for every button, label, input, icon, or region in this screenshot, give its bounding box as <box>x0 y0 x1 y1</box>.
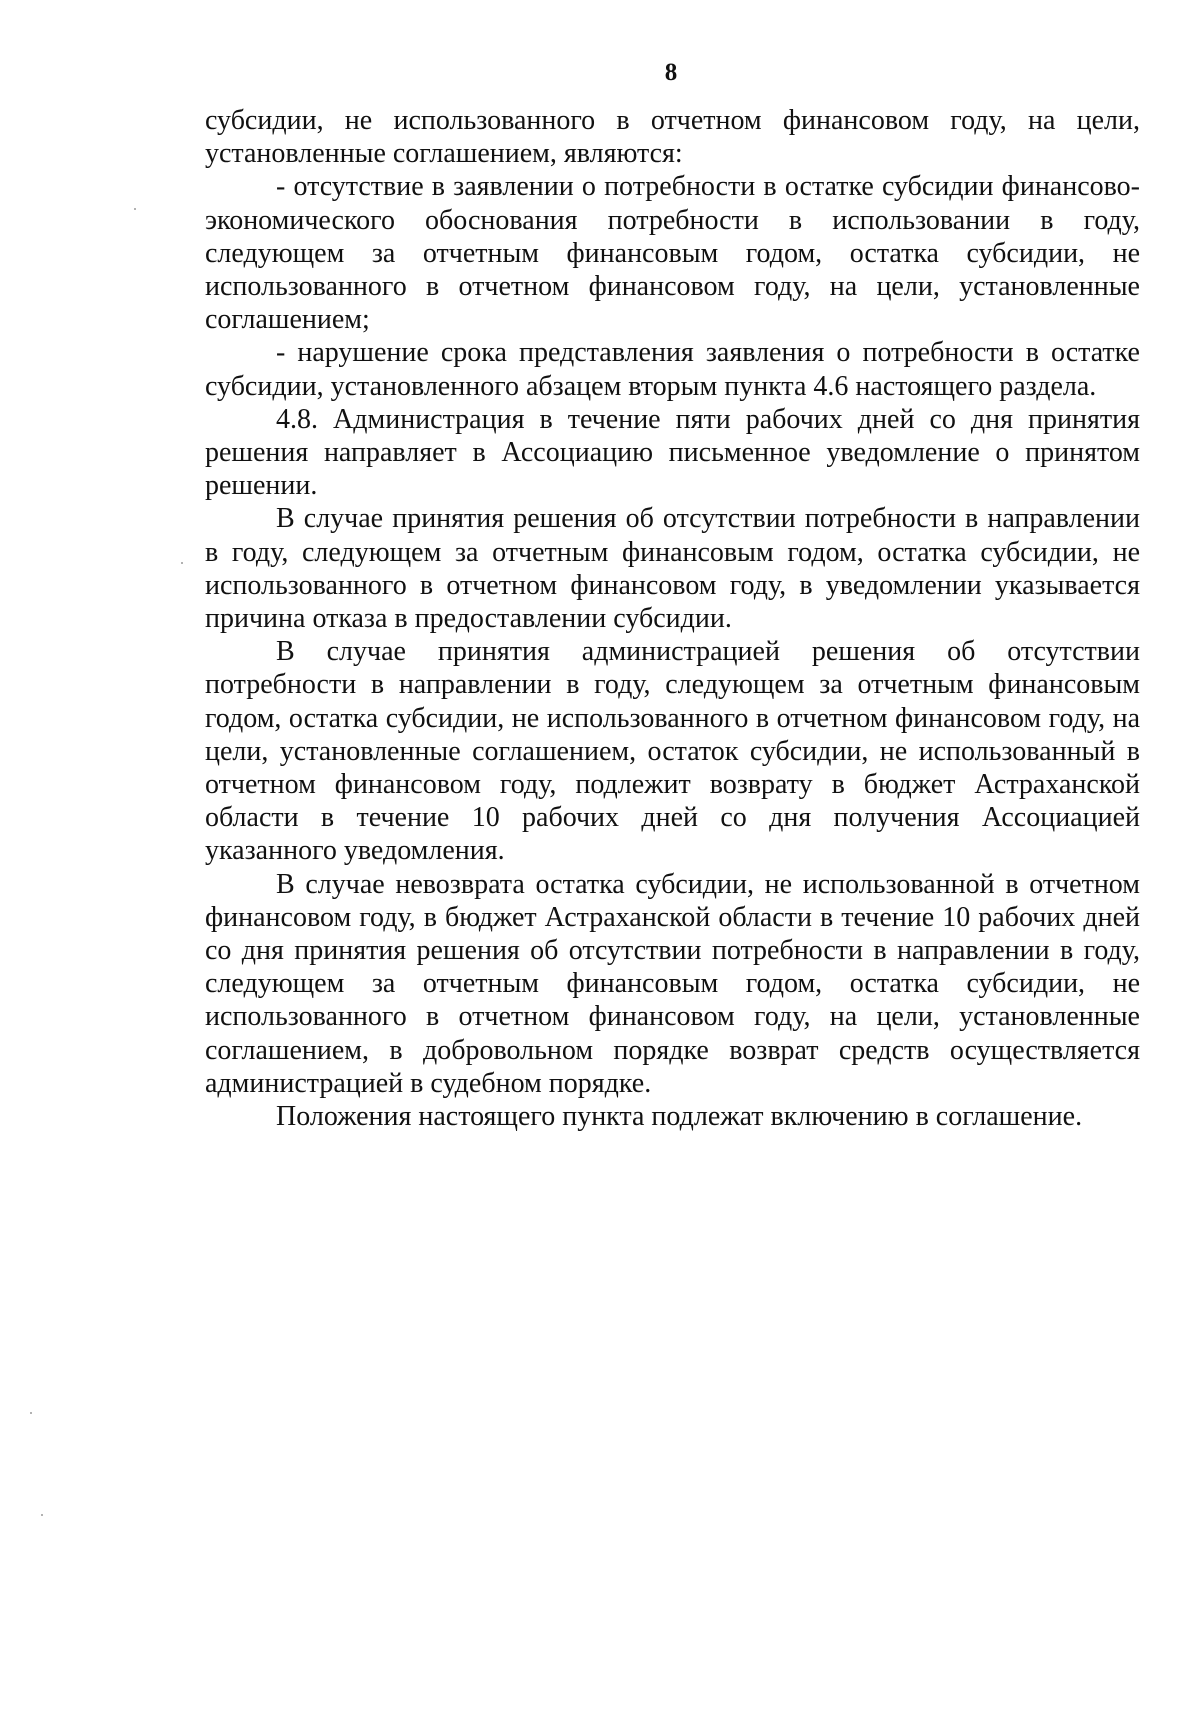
paragraph-condition-1: - отсутствие в заявлении о потребности в остатке субсидии финансово-экономического обоснования потребности в использовании в году, следующем за отчетным финансовым годом, остатка субсидии, не использованного в отчетном финансовом году, на цели, установленные соглашением; <box>205 171 1140 336</box>
paragraph-continuation: субсидии, не использованного в отчетном финансовом году, на цели, установленные соглашением, являются: <box>205 105 1140 170</box>
page-number: 8 <box>664 59 678 86</box>
paragraph-refusal-reason: В случае принятия решения об отсутствии потребности в направлении в году, следующем за отчетным финансовым годом, остатка субсидии, не использованного в отчетном финансовом году, в уведомлении указывается причина отказа в предоставлении субсидии. <box>205 503 1140 635</box>
paragraph-return-to-budget: В случае принятия администрацией решения об отсутствии потребности в направлении в году, следующем за отчетным финансовым годом, остатка субсидии, не использованного в отчетном финансовом году, на цели, установленные соглашением, остаток субсидии, не использованный в отчетном финансовом году, подлежит возврату в бюджет Астраханской области в течение 10 рабочих дней со дня получения Ассоциацией указанного уведомления. <box>205 636 1140 867</box>
paragraph-condition-2: - нарушение срока представления заявления о потребности в остатке субсидии, установленного абзацем вторым пункта 4.6 настоящего раздела. <box>205 337 1140 402</box>
paragraph-agreement-inclusion: Положения настоящего пункта подлежат включению в соглашение. <box>276 1101 1083 1133</box>
scan-speck <box>134 208 136 210</box>
paragraph-non-return: В случае невозврата остатка субсидии, не использованной в отчетном финансовом году, в бюджет Астраханской области в течение 10 рабочих дней со дня принятия решения об отсутствии потребности в направлении в году, следующем за отчетным финансовым годом, остатка субсидии, не использованного в отчетном финансовом году, на цели, установленные соглашением, в добровольном порядке возврат средств осуществляется администрацией в судебном порядке. <box>205 868 1140 1099</box>
paragraph-clause-4-8: 4.8. Администрация в течение пяти рабочих дней со дня принятия решения направляет в Ассоциацию письменное уведомление о принятом решении. <box>205 403 1140 502</box>
scan-speck <box>41 1514 43 1516</box>
scan-speck <box>30 1412 32 1414</box>
document-body <box>205 104 1140 1133</box>
scan-speck <box>181 562 183 564</box>
